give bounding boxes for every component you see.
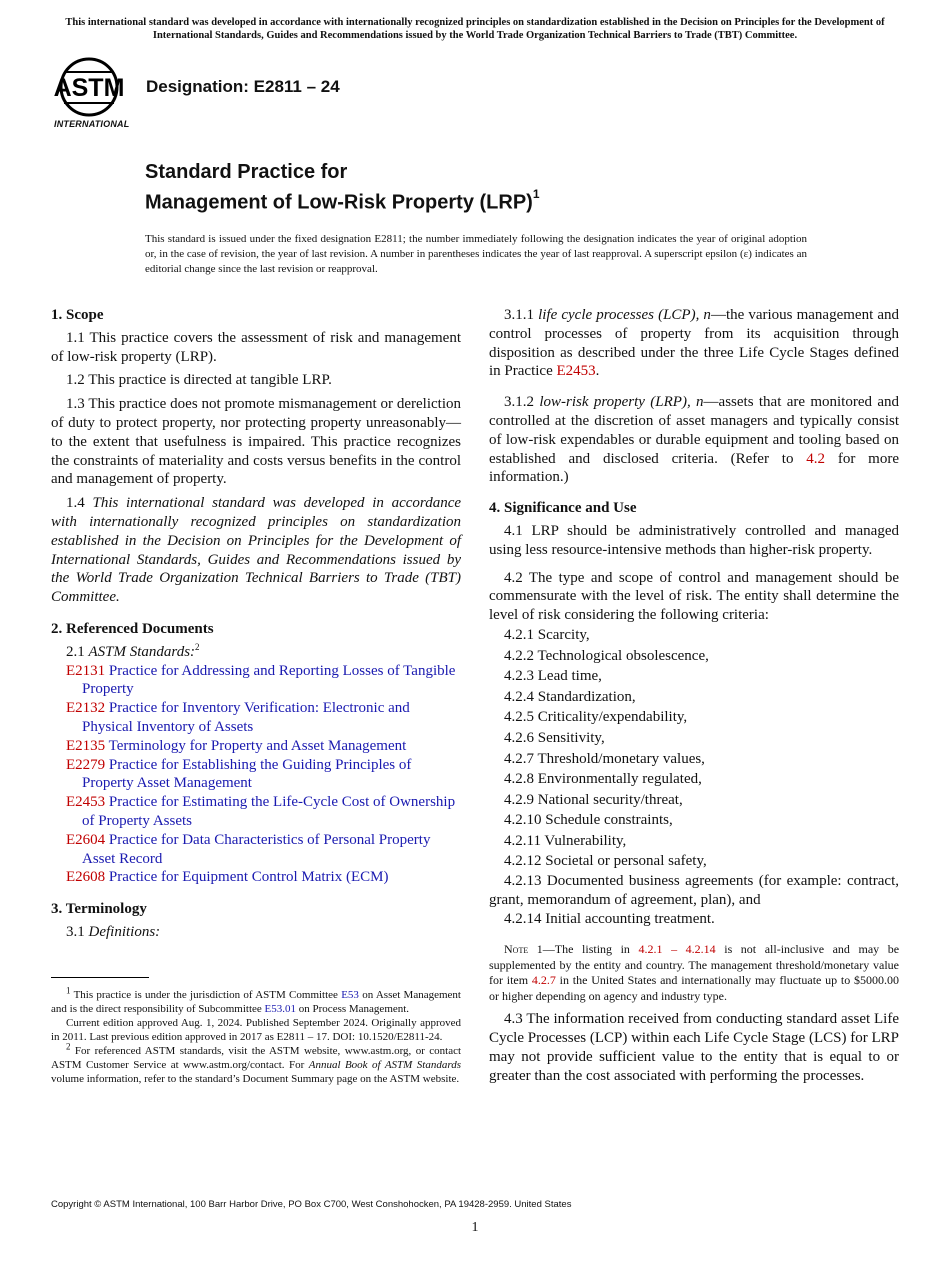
reference-code-link[interactable]: E2279 — [66, 756, 106, 773]
title-main: Management of Low-Risk Property (LRP) — [145, 191, 533, 214]
footnote-1-marker: 1 — [66, 985, 71, 996]
reference-title-link[interactable]: Practice for Establishing the Guiding Principles of Property Asset Management — [82, 756, 412, 792]
criteria-item: 4.2.10 Schedule constraints, — [504, 812, 673, 829]
para-4-3: 4.3 The information received from conducting standard asset Life Cycle Processes (LCP) within each Life Cycle Stage (LCS) for LRP may not provide sufficient value to the entity that is equal to or greater than the cost associated with performing the processes. — [489, 1011, 899, 1084]
footnote-2 — [51, 1041, 462, 1086]
reference-code-link[interactable]: E2131 — [66, 662, 106, 679]
reference-title-link[interactable]: Terminology for Property and Asset Management — [108, 737, 407, 754]
footnote-1-text-b: on Asset Management and is the direct responsibility of Subcommittee — [51, 989, 461, 1015]
para-3-1-1-number: 3.1.1 — [504, 307, 534, 323]
para-1-4 — [51, 494, 461, 607]
criteria-item: 4.2.7 Threshold/monetary values, — [504, 750, 705, 767]
para-3-1-label: Definitions: — [88, 923, 161, 940]
criteria-item: 4.2.4 Standardization, — [504, 688, 636, 705]
para-3-1-1-text: —the various management and control processes of property from its acquisition through disposition as described under the three Life Cycle Stages defined in Practice — [489, 307, 899, 380]
section-2-heading: 2. Referenced Documents — [51, 620, 214, 637]
top-notice: This international standard was developed in accordance with internationally recognized principles on standardization established in the Decision on Principles for the Development of International Standards, Guides and Recommendations issued by the World Trade Organization Technical Barriers to Trade (TBT) Committee. — [65, 17, 885, 41]
criteria-item: 4.2.1 Scarcity, — [504, 626, 590, 643]
footnote-2-italic: Annual Book of ASTM Standards — [308, 1059, 462, 1071]
reference-item — [51, 737, 461, 756]
page-number: 1 — [471, 1220, 479, 1235]
para-3-1-2 — [489, 393, 899, 487]
criteria-item: 4.2.3 Lead time, — [504, 668, 602, 685]
reference-title-link[interactable]: Practice for Addressing and Reporting Losses of Tangible Property — [82, 662, 456, 698]
logo-wordmark: INTERNATIONAL — [54, 119, 130, 129]
astm-logo — [52, 56, 136, 130]
section-4-2-link[interactable]: 4.2 — [806, 450, 826, 467]
title-footnote-marker: 1 — [532, 187, 540, 201]
designation: Designation: E2811 – 24 — [146, 77, 340, 96]
para-1-4-text: This international standard was developed in accordance with internationally recognized principles on standardization established in the Decision on Principles for the Development of International Standards, Guides and Recommendations issued by the World Trade Organization Technical Barriers to Trade (TBT) Committee. — [51, 495, 462, 606]
note-text-c: in the United States and internationally may fluctuate up to $5000.00 or higher depending on agency and industry type. — [489, 973, 900, 1003]
para-3-1-2-text: —assets that are monitored and controlled at the discretion of asset managers and typically consist of low-risk expendables or durable equipment and tooling based on established and disclosed criteria. (Refer to — [489, 394, 899, 467]
left-column — [51, 306, 461, 947]
para-2-1-footnote-marker: 2 — [195, 641, 200, 652]
footnote-2-marker: 2 — [66, 1041, 71, 1052]
para-4-2: 4.2 The type and scope of control and management should be commensurate with the level of risk. The entity shall determine the level of risk considering the following criteria: — [489, 569, 899, 624]
item-4-2-7-link[interactable]: 4.2.7 — [531, 973, 556, 988]
section-4-heading: 4. Significance and Use — [489, 500, 637, 517]
footnote-2-text-b: volume information, refer to the standard’s Document Summary page on the ASTM website. — [51, 1073, 460, 1085]
para-4-2-14: 4.2.14 Initial accounting treatment. — [504, 910, 715, 927]
para-2-1-number: 2.1 — [66, 643, 85, 660]
para-3-1 — [51, 923, 461, 942]
criteria-item: 4.2.5 Criticality/expendability, — [504, 709, 688, 726]
para-2-1 — [51, 643, 461, 662]
reference-title-link[interactable]: Practice for Data Characteristics of Personal Property Asset Record — [82, 831, 431, 867]
reference-item — [51, 793, 461, 831]
para-1-1: 1.1 This practice covers the assessment of risk and management of low-risk property (LRP). — [51, 329, 461, 365]
footnote-1-text-c: on Process Management. — [298, 1003, 410, 1015]
para-1-2: 1.2 This practice is directed at tangible LRP. — [66, 372, 332, 389]
reference-item — [51, 662, 461, 700]
title-line-1: Standard Practice for — [145, 161, 348, 183]
section-3-heading: 3. Terminology — [51, 901, 147, 918]
section-1-heading: 1. Scope — [51, 307, 104, 323]
reference-list — [51, 662, 461, 888]
criteria-item: 4.2.6 Sensitivity, — [504, 729, 605, 746]
para-1-4-number: 1.4 — [66, 495, 85, 512]
para-3-1-2-number: 3.1.2 — [504, 394, 534, 411]
criteria-item: 4.2.11 Vulnerability, — [504, 832, 627, 849]
page-title — [145, 160, 540, 216]
criteria-range-link[interactable]: 4.2.1 – 4.2.14 — [638, 942, 716, 957]
footnote-2-text-a: For referenced ASTM standards, visit the ASTM website, www.astm.org, or contact ASTM Customer Service at www.astm.org/contact. For — [51, 1045, 462, 1071]
reference-code-link[interactable]: E2453 — [66, 794, 106, 811]
reference-code-link[interactable]: E2135 — [66, 737, 106, 754]
reference-title-link[interactable]: Practice for Equipment Control Matrix (ECM) — [108, 869, 389, 886]
copyright: Copyright © ASTM International, 100 Barr Harbor Drive, PO Box C700, West Conshohocken, PA 19428-2959. United States — [51, 1199, 572, 1210]
title-line-2 — [145, 185, 540, 216]
criteria-item: 4.2.8 Environmentally regulated, — [504, 771, 702, 788]
para-3-1-1: 3.1.1 life cycle processes (LCP), n—the various management and control processes of property from its acquisition through disposition as described under the three Life Cycle Stages defined in Practice E2453. — [489, 307, 899, 380]
footnotes — [51, 985, 462, 1086]
reference-title-link[interactable]: Practice for Inventory Verification: Electronic and Physical Inventory of Assets — [82, 700, 410, 735]
note-1 — [489, 942, 899, 1004]
reference-code-link[interactable]: E2604 — [66, 831, 106, 848]
para-3-1-number: 3.1 — [66, 923, 85, 940]
criteria-item: 4.2.2 Technological obsolescence, — [504, 647, 709, 664]
reference-item — [51, 699, 461, 737]
criteria-item: 4.2.9 National security/threat, — [504, 791, 683, 808]
svg-text:ASTM: ASTM — [53, 74, 125, 102]
issued-note: This standard is issued under the fixed designation E2811; the number immediately following the designation indicates the year of original adoption or, in the case of revision, the year of last revision. A number in parentheses indicates the year of last reapproval. A superscript epsilon (ε) indicates an editorial change since the last revision or reapproval. — [145, 233, 807, 275]
reference-item — [51, 868, 461, 887]
para-2-1-label: ASTM Standards: — [88, 643, 196, 660]
footnote-divider — [51, 977, 149, 978]
reference-code-link[interactable]: E2132 — [66, 700, 106, 717]
note-text-a: —The listing in — [542, 942, 630, 957]
para-1-3: 1.3 This practice does not promote mismanagement or dereliction of duty to protect property, nor protecting property unreasonably—to the extent that usefulness is impaired. This practice recognizes the constraints of materiality and costs versus benefits in the control and management of property. — [51, 396, 461, 488]
criteria-item: 4.2.12 Societal or personal safety, — [504, 853, 707, 870]
footnote-1-text-a: This practice is under the jurisdiction of ASTM Committee — [73, 989, 338, 1001]
subcommittee-link[interactable]: E53.01 — [264, 1003, 297, 1015]
note-text-b: is not all-inclusive and may be supplemented by the entity and country. The management threshold/monetary value for item — [489, 942, 900, 988]
reference-code-link[interactable]: E2608 — [66, 869, 106, 886]
term-lcp: life cycle processes (LCP), n — [538, 307, 711, 323]
reference-title-link[interactable]: Practice for Estimating the Life-Cycle Cost of Ownership of Property Assets — [82, 794, 456, 829]
note-label: Note 1 — [504, 942, 543, 957]
para-3-1-2-tail: for more information.) — [489, 450, 899, 486]
committee-link[interactable]: E53 — [341, 989, 359, 1001]
term-lrp: low-risk property (LRP), n — [539, 394, 704, 411]
criteria-list — [489, 625, 899, 872]
e2453-link[interactable]: E2453 — [556, 363, 596, 380]
para-4-1: 4.1 LRP should be administratively controlled and managed using less resource-intensive methods than higher-risk property. — [489, 522, 899, 558]
footnote-edition: Current edition approved Aug. 1, 2024. Published September 2024. Originally approved in 2011. Last previous edition approved in 2017 as E2811 – 17. DOI: 10.1520/E2811-24. — [51, 1017, 461, 1043]
footnote-1 — [51, 985, 461, 1016]
reference-item — [51, 756, 461, 794]
right-column — [489, 306, 899, 1091]
para-4-2-13: 4.2.13 Documented business agreements (for example: contract, grant, memorandum of agreement, plan), and — [489, 873, 899, 908]
reference-item — [51, 831, 461, 869]
